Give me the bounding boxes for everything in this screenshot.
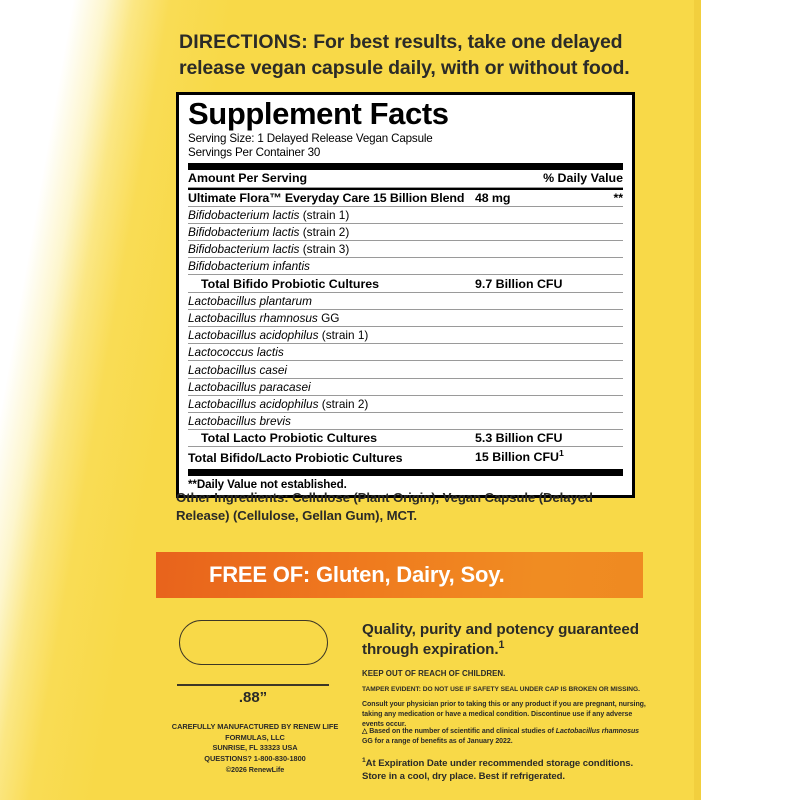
- ingredient-daily-value: [587, 223, 623, 240]
- ingredient-amount: [475, 361, 587, 378]
- servings-per-container: Servings Per Container 30: [188, 145, 321, 159]
- facts-thick-rule-top: [188, 163, 623, 170]
- blend-amount: 48 mg: [475, 190, 587, 207]
- strain-qualifier: (strain 3): [299, 242, 350, 257]
- ingredient-amount: [475, 412, 587, 429]
- ingredient-row: [188, 309, 623, 326]
- ingredient-daily-value: [587, 344, 623, 361]
- ingredient-daily-value: [587, 275, 623, 292]
- ingredient-name: [188, 361, 475, 378]
- ingredient-amount: [475, 206, 587, 223]
- blend-name: Ultimate Flora™ Everyday Care 15 Billion Blend: [188, 190, 475, 207]
- panel-right-edge: [694, 0, 701, 800]
- manufacturer-prefix: CAREFULLY MANUFACTURED BY: [171, 722, 294, 731]
- supplement-facts-panel: [176, 92, 635, 498]
- ingredient-row: [188, 223, 623, 240]
- ingredient-row: [188, 258, 623, 275]
- ingredient-row: [188, 378, 623, 395]
- ingredient-name: [188, 395, 475, 412]
- expiration-footnote: [362, 757, 650, 784]
- subtotal-amount: 5.3 Billion CFU: [475, 430, 587, 447]
- manufacturer-block: [152, 722, 358, 775]
- ingredient-name: [188, 309, 475, 326]
- species-name: Lactobacillus rhamnosus: [188, 310, 318, 325]
- directions-body: For best results, take one delayed release vegan capsule daily, with or without food.: [179, 31, 630, 79]
- blend-row: [188, 190, 623, 207]
- ingredient-row: [188, 206, 623, 223]
- tamper-evident-warning: TAMPER EVIDENT: DO NOT USE IF SAFETY SEAL UNDER CAP IS BROKEN OR MISSING.: [362, 686, 640, 693]
- species-name: Lactobacillus casei: [188, 362, 288, 377]
- directions-text: [179, 30, 639, 82]
- ingredient-daily-value: [587, 327, 623, 344]
- consult-physician-warning: Consult your physician prior to taking this or any product if you are pregnant, nursing, taking any medication or have a medical condition. Discontinue use if any adverse events occur.: [362, 701, 646, 728]
- supplement-facts-table: [188, 170, 623, 187]
- other-ingredients-heading: Other Ingredients:: [176, 490, 289, 505]
- strain-qualifier: (strain 2): [318, 396, 369, 411]
- ingredient-name: [188, 258, 475, 275]
- facts-thick-rule-bottom: [188, 469, 623, 476]
- ingredient-daily-value: [587, 412, 623, 429]
- daily-value-footnote: **Daily Value not established.: [188, 477, 347, 491]
- studies-footnote-post: GG for a range of benefits as of January 2022.: [362, 737, 513, 745]
- supplement-facts-title: Supplement Facts: [188, 96, 449, 131]
- supplement-facts-body: [188, 190, 623, 466]
- manufacturer-phone: QUESTIONS? 1-800-830-1800: [204, 754, 306, 764]
- ingredient-name: [188, 241, 475, 258]
- measurement-rule: [177, 684, 329, 686]
- triangle-icon: △: [362, 728, 368, 735]
- directions-heading: DIRECTIONS:: [179, 31, 308, 53]
- free-of-banner: [156, 552, 643, 598]
- ingredient-amount: [475, 378, 587, 395]
- guarantee-body: Quality, purity and potency guaranteed through expiration.: [362, 621, 639, 659]
- ingredient-amount: [475, 241, 587, 258]
- ingredient-name: [188, 344, 475, 361]
- expiration-footnote-text: At Expiration Date under recommended storage conditions. Store in a cool, dry place. Best if refrigerated.: [362, 758, 634, 782]
- ingredient-name: [188, 206, 475, 223]
- ingredient-amount: [475, 344, 587, 361]
- subtotal-row: [188, 430, 623, 447]
- studies-footnote: [362, 727, 650, 747]
- ingredient-daily-value: [587, 395, 623, 412]
- ingredient-row: [188, 241, 623, 258]
- species-name: Bifidobacterium lactis: [188, 225, 300, 240]
- ingredient-amount: [475, 309, 587, 326]
- species-name: Bifidobacterium lactis: [188, 207, 300, 222]
- keep-out-of-reach-warning: KEEP OUT OF REACH OF CHILDREN.: [362, 669, 506, 678]
- species-name: Lactobacillus paracasei: [188, 379, 311, 394]
- ingredient-amount: [475, 223, 587, 240]
- ingredient-daily-value: [587, 309, 623, 326]
- species-name: Bifidobacterium infantis: [188, 259, 310, 274]
- subtotal-amount: 9.7 Billion CFU: [475, 275, 587, 292]
- manufacturer-copyright: ©2026 RenewLife: [225, 764, 285, 774]
- manufacturer-address: SUNRISE, FL 33323 USA: [212, 743, 298, 753]
- ingredient-name: [188, 378, 475, 395]
- other-ingredients-body: Cellulose (Plant Origin), Vegan Capsule (Delayed Release) (Cellulose, Gellan Gum), MCT.: [176, 490, 593, 523]
- ingredient-daily-value: [587, 258, 623, 275]
- species-name: Lactococcus lactis: [188, 345, 284, 360]
- subtotal-row: [188, 275, 623, 292]
- expiration-superscript: 1: [362, 757, 366, 764]
- ingredient-amount: [475, 327, 587, 344]
- ingredient-name: [188, 223, 475, 240]
- ingredient-daily-value: [587, 292, 623, 309]
- grand-total-amount: 15 Billion CFU$^1$: [475, 448, 564, 465]
- free-of-items: Gluten, Dairy, Soy.: [310, 562, 505, 587]
- subtotal-name: Total Lacto Probiotic Cultures: [188, 430, 475, 447]
- amount-per-serving-header: Amount Per Serving: [188, 170, 475, 187]
- free-of-heading: FREE OF:: [209, 562, 311, 587]
- studies-footnote-pre: Based on the number of scientific and clinical studies of: [367, 728, 556, 735]
- grand-total-daily-value: [587, 447, 623, 466]
- species-name: Lactobacillus acidophilus: [188, 396, 319, 411]
- studies-footnote-species: Lactobacillus rhamnosus: [555, 728, 640, 735]
- manufacturer-line-1: [152, 722, 358, 743]
- ingredient-daily-value: [587, 361, 623, 378]
- ingredient-amount: [475, 395, 587, 412]
- other-ingredients-text: [176, 489, 638, 525]
- ingredient-row: [188, 395, 623, 412]
- guarantee-superscript: 1: [498, 639, 505, 652]
- blend-daily-value: **: [587, 190, 623, 207]
- ingredient-name: [188, 412, 475, 429]
- guarantee-text: [362, 620, 647, 660]
- ingredient-name: [188, 327, 475, 344]
- ingredient-daily-value: [587, 206, 623, 223]
- strain-qualifier: (strain 1): [318, 328, 369, 343]
- manufacturer-company: RENEW LIFE FORMULAS, LLC: [225, 722, 339, 742]
- ingredient-daily-value: [587, 378, 623, 395]
- strain-qualifier: GG: [317, 310, 340, 325]
- ingredient-daily-value: [587, 241, 623, 258]
- species-name: Bifidobacterium lactis: [188, 242, 300, 257]
- grand-total-superscript: 1: [559, 448, 564, 459]
- capsule-size-diagram: [170, 620, 340, 706]
- species-name: Lactobacillus plantarum: [188, 293, 312, 308]
- ingredient-row: [188, 412, 623, 429]
- ingredient-name: [188, 292, 475, 309]
- ingredient-row: [188, 344, 623, 361]
- grand-total-row: [188, 447, 623, 466]
- grand-total-name: Total Bifido/Lacto Probiotic Cultures: [188, 450, 403, 465]
- daily-value-header: % Daily Value: [475, 170, 623, 187]
- ingredient-daily-value: [587, 430, 623, 447]
- free-of-text: [156, 562, 505, 588]
- serving-size: Serving Size: 1 Delayed Release Vegan Capsule: [188, 131, 433, 145]
- table-header-row: [188, 170, 623, 187]
- ingredient-row: [188, 361, 623, 378]
- species-name: Lactobacillus brevis: [188, 414, 291, 429]
- ingredient-amount: [475, 258, 587, 275]
- strain-qualifier: (strain 1): [299, 207, 350, 222]
- ingredient-row: [188, 292, 623, 309]
- ingredient-row: [188, 327, 623, 344]
- capsule-measurement-label: .88”: [238, 688, 268, 706]
- capsule-outline-icon: [179, 620, 328, 665]
- strain-qualifier: (strain 2): [299, 225, 350, 240]
- subtotal-name: Total Bifido Probiotic Cultures: [188, 275, 475, 292]
- ingredient-amount: [475, 292, 587, 309]
- species-name: Lactobacillus acidophilus: [188, 328, 319, 343]
